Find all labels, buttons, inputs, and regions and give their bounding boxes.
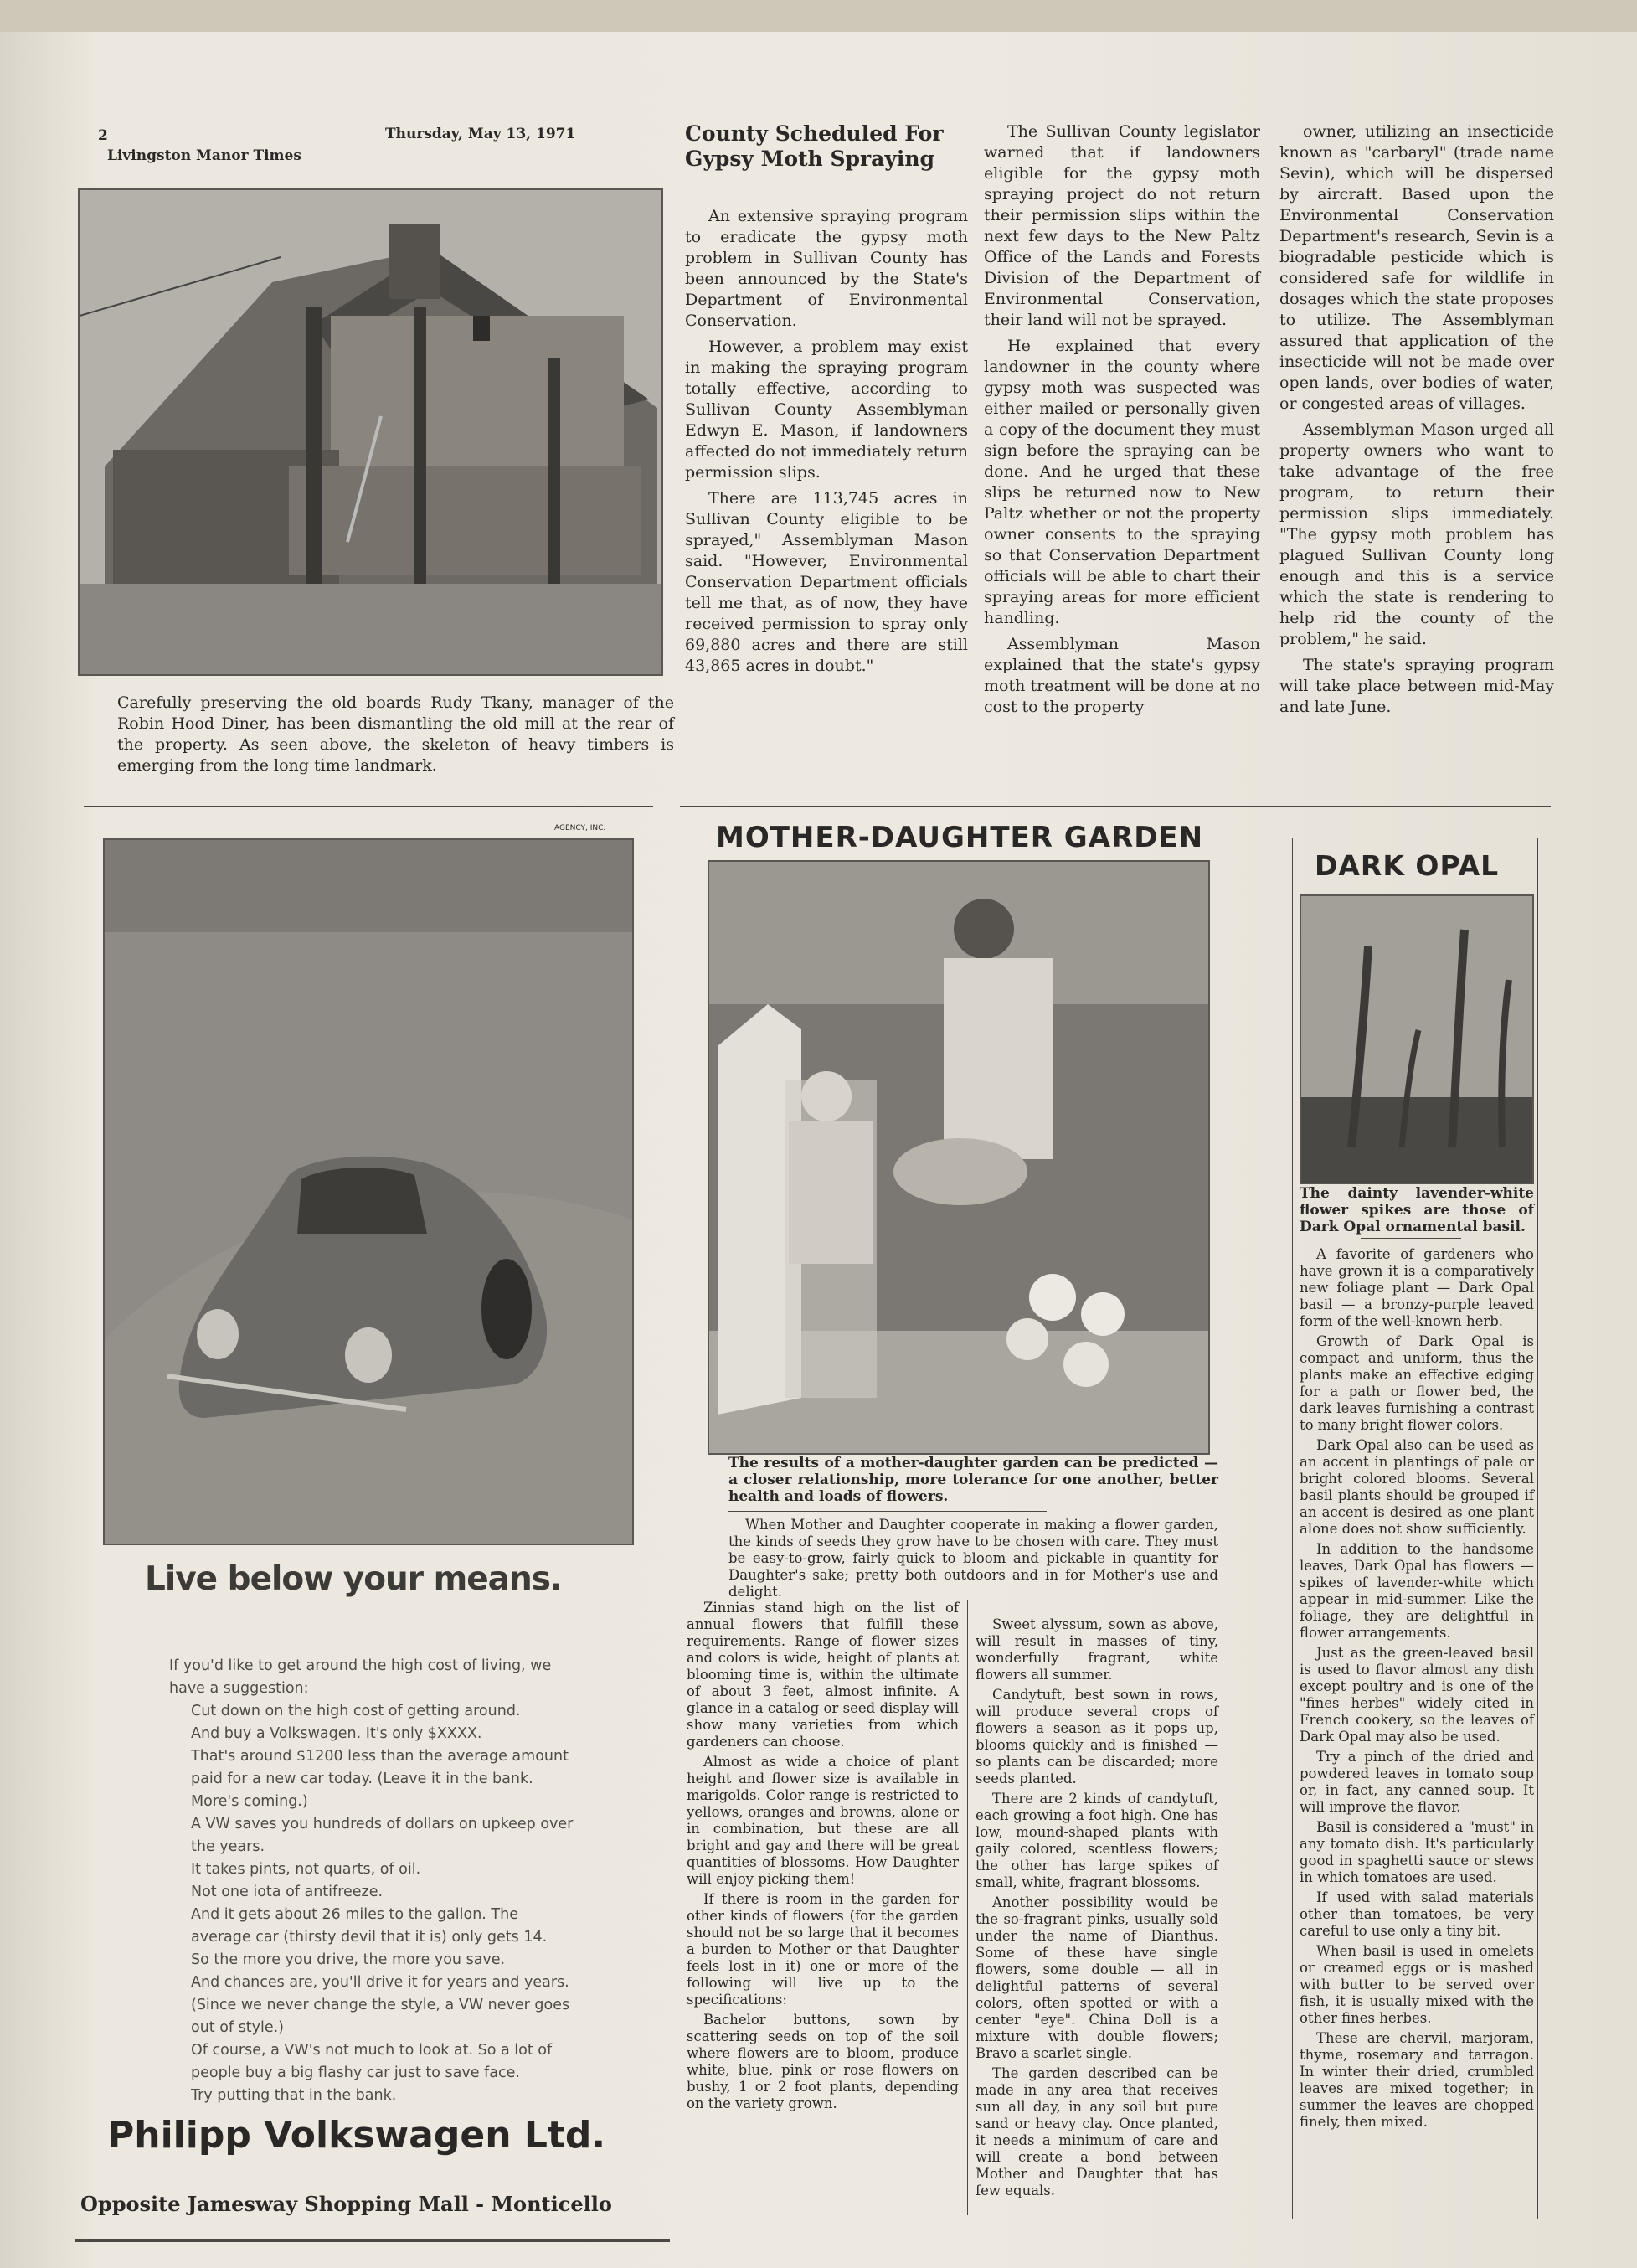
page-number: 2 bbox=[98, 127, 108, 144]
garden-left-para: Almost as wide a choice of plant height and flower size is available in marigolds. Color range is restricted to yellows, oranges and browns, alone or in combination, but these are all bright and gay and there will be great quantities of blossoms. How Daughter will enjoy picking them! bbox=[687, 1754, 959, 1887]
opal-para: These are chervil, marjoram, thyme, rosemary and tarragon. In winter their dried, crumbled leaves are mixed together; in summer the leaves are chopped finely, then mixed. bbox=[1300, 2030, 1534, 2130]
vw-copy-line: A VW saves you hundreds of dollars on upkeep over the years. bbox=[191, 1816, 574, 1855]
opal-caption-rule bbox=[1361, 1238, 1461, 1239]
mill-photo bbox=[78, 188, 663, 676]
gypsy-col2-para: He explained that every landowner in the county where gypsy moth was suspected was either mailed or personally given a copy of the document they must sign before the spraying can be done. And he urged that these slips be returned now to New Paltz whether or not the property owner consents to the spraying so that Conservation Department officials will be able to chart their spraying areas for more efficient handling. bbox=[984, 337, 1260, 627]
opal-para: Dark Opal also can be used as an accent in plantings of pale or bright colored blooms. Several basil plants should be grouped if an accent is desired as one plant alone does not show sufficiently. bbox=[1300, 1437, 1534, 1537]
garden-photo bbox=[708, 860, 1210, 1455]
mill-caption: Carefully preserving the old boards Rudy Tkany, manager of the Robin Hood Diner, has been dismantling the old mill at the rear of the property. As seen above, the skeleton of heavy timbers is emerging from the long time landmark. bbox=[117, 693, 674, 775]
vw-copy-line: And chances are, you'll drive it for years and years. (Since we never change the style, a VW never goes out of style.) bbox=[191, 1974, 570, 2036]
opal-headline: DARK OPAL bbox=[1315, 849, 1500, 882]
gypsy-col1-para: There are 113,745 acres in Sullivan County eligible to be sprayed," Assemblyman Mason said. "However, Environmental Conservation Department officials tell me that, as of now, they have received permission to spray only 69,880 acres and there are still 43,865 acres in doubt." bbox=[685, 489, 968, 675]
garden-intro-para: When Mother and Daughter cooperate in making a flower garden, the kinds of seeds they grow have to be chosen with care. They must be easy-to-grow, fairly quick to bloom and pickable in quantity for Daughter's sake; pretty both outdoors and in for Mother's use and delight. bbox=[728, 1517, 1218, 1600]
gypsy-col3-para: The state's spraying program will take place between mid-May and late June. bbox=[1279, 656, 1554, 716]
gypsy-col2 bbox=[984, 121, 1260, 723]
opal-rule-left bbox=[1292, 838, 1293, 2219]
garden-right-para: The garden described can be made in any area that receives sun all day, in any soil but pure sand or heavy clay. Once planted, it needs a minimum of care and will create a bond between Mother and Daughter that has few equals. bbox=[976, 2065, 1218, 2198]
garden-left-para: Zinnias stand high on the list of annual flowers that fulfill these requirements. Range of flower sizes and colors is wide, height of plants at blooming time is, within the ultimate of about 3 feet, almost infinite. A glance in a catalog or seed display will show many varieties from which gardeners can choose. bbox=[687, 1600, 959, 1750]
garden-rule bbox=[728, 1511, 1047, 1512]
vw-copy-line: Not one iota of antifreeze. bbox=[191, 1884, 384, 1900]
opal-para: If used with salad materials other than tomatoes, be very careful to use only a tiny bit. bbox=[1300, 1889, 1534, 1939]
vw-copy bbox=[169, 1655, 579, 2107]
opal-body bbox=[1300, 1246, 1534, 2134]
issue-date: Thursday, May 13, 1971 bbox=[385, 126, 576, 142]
vw-photo bbox=[103, 838, 634, 1545]
vw-headline: Live below your means. bbox=[145, 1560, 562, 1598]
gypsy-col2-para: Assemblyman Mason explained that the state's gypsy moth treatment will be done at no cost to the property bbox=[984, 635, 1260, 716]
garden-right-para: Another possibility would be the so-fragrant pinks, usually sold under the name of Dianthus. Some of these have single flowers, some double — all in delightful patterns of several colors, often spotted or with a center "eye". China Doll is a mixture with double flowers; Bravo a scarlet single. bbox=[976, 1894, 1218, 2061]
gypsy-col1-para: An extensive spraying program to eradicate the gypsy moth problem in Sullivan County has been announced by the State's Department of Environmental Conservation. bbox=[685, 207, 968, 330]
gypsy-col3-para: owner, utilizing an insecticide known as "carbaryl" (trade name Sevin), which will be dispersed by aircraft. Based upon the Environmental Conservation Department's research, Sevin is a biogradable pesticide which is considered safe for wildlife in dosages which the state proposes to utilize. The Assemblyman assured that application of the insecticide will not be made over open lands, over bodies of water, or congested areas of villages. bbox=[1279, 122, 1554, 413]
opal-para: A favorite of gardeners who have grown it is a comparatively new foliage plant — Dark Opal basil — a bronzy-purple leaved form of the well-known herb. bbox=[1300, 1246, 1534, 1329]
rule-left bbox=[84, 806, 653, 807]
garden-left-para: If there is room in the garden for other kinds of flowers (for the garden should not be so large that it becomes a burden to Mother or that Daughter feels lost in it) one or more of the following will live up to the specifications: bbox=[687, 1891, 959, 2008]
vw-copy-line: Cut down on the high cost of getting around. bbox=[191, 1703, 521, 1719]
garden-intro bbox=[728, 1517, 1218, 1604]
vw-copy-line: It takes pints, not quarts, of oil. bbox=[191, 1861, 421, 1878]
opal-para: Basil is considered a "must" in any tomato dish. It's particularly good in spaghetti sauce or stews in which tomatoes are used. bbox=[1300, 1819, 1534, 1885]
opal-caption: The dainty lavender-white flower spikes are those of Dark Opal ornamental basil. bbox=[1300, 1185, 1534, 1235]
vw-copy-line: And it gets about 26 miles to the gallon. The average car (thirsty devil that it is) only gets 14. bbox=[191, 1906, 548, 1946]
vw-dealer-name: Philipp Volkswagen Ltd. bbox=[107, 2114, 606, 2157]
gypsy-headline: County Scheduled For Gypsy Moth Spraying bbox=[685, 121, 944, 171]
garden-right-para: Candytuft, best sown in rows, will produce several crops of flowers a season as it pops up, blooms quickly and is finished — so plants can be discarded; more seeds planted. bbox=[976, 1687, 1218, 1786]
paper-name: Livingston Manor Times bbox=[107, 147, 301, 164]
binding-edge bbox=[0, 0, 1637, 32]
opal-photo bbox=[1300, 894, 1534, 1184]
vw-copy-line: If you'd like to get around the high cost of living, we have a suggestion: bbox=[169, 1657, 552, 1697]
vw-agency-credit: AGENCY, INC. bbox=[554, 824, 606, 832]
opal-para: In addition to the handsome leaves, Dark Opal has flowers — spikes of lavender-white which appear in mid-summer. Like the foliage, they are delightful in flower arrangements. bbox=[1300, 1541, 1534, 1641]
gypsy-col2-para: The Sullivan County legislator warned that if landowners eligible for the gypsy moth spraying project do not return their permission slips within the next few days to the New Paltz Office of the Lands and Forests Division of the Department of Environmental Conservation, their land will not be sprayed. bbox=[984, 122, 1260, 329]
vw-copy-line: Of course, a VW's not much to look at. So a lot of people buy a big flashy car just to save face. bbox=[191, 2042, 553, 2081]
vw-copy-line: And buy a Volkswagen. It's only $XXXX. bbox=[191, 1725, 482, 1742]
vw-copy-line: That's around $1200 less than the average amount paid for a new car today. (Leave it in the bank. More's coming.) bbox=[191, 1748, 569, 1810]
vw-dealer-location: Opposite Jamesway Shopping Mall - Monticello bbox=[80, 2192, 612, 2216]
garden-right-para: There are 2 kinds of candytuft, each growing a foot high. One has low, mound-shaped plants with gaily colored, scentless flowers; the other has large spikes of small, white, fragrant blossoms. bbox=[976, 1791, 1218, 1890]
opal-para: Try a pinch of the dried and powdered leaves in tomato soup or, in fact, any canned soup. It will improve the flavor. bbox=[1300, 1749, 1534, 1815]
opal-para: Just as the green-leaved basil is used to flavor almost any dish except poultry and is one of the "fines herbes" widely cited in French cookery, so the leaves of Dark Opal may also be used. bbox=[1300, 1645, 1534, 1745]
garden-left-para: Bachelor buttons, sown by scattering seeds on top of the soil where flowers are to bloom, produce white, blue, pink or rose flowers on bushy, 1 or 2 foot plants, depending on the variety grown. bbox=[687, 2012, 959, 2111]
garden-caption: The results of a mother-daughter garden can be predicted — a closer relationship, more tolerance for one another, better health and loads of flowers. bbox=[728, 1455, 1218, 1505]
garden-column-rule bbox=[967, 1600, 968, 2215]
opal-para: When basil is used in omelets or creamed eggs or is mashed with butter to be served over fish, it is usually mixed with the other fines herbes. bbox=[1300, 1943, 1534, 2026]
opal-para: Growth of Dark Opal is compact and uniform, thus the plants make an effective edging for a path or flower bed, the dark leaves furnishing a contrast to many bright flower colors. bbox=[1300, 1333, 1534, 1433]
opal-rule-right bbox=[1537, 838, 1538, 2219]
vw-copy-line: Try putting that in the bank. bbox=[191, 2087, 397, 2104]
garden-right-para: Sweet alyssum, sown as above, will result in masses of tiny, wonderfully fragrant, white flowers all summer. bbox=[976, 1616, 1218, 1683]
vw-copy-line: So the more you drive, the more you save. bbox=[191, 1951, 506, 1968]
gypsy-col3-para: Assemblyman Mason urged all property owners who want to take advantage of the free program, to return their permission slips immediately. "The gypsy moth problem has plagued Sullivan County long enough and this is a service which the state is rendering to help rid the county of the problem," he said. bbox=[1279, 420, 1554, 648]
gypsy-col1 bbox=[685, 206, 968, 682]
rule-right bbox=[680, 806, 1551, 807]
garden-col-right bbox=[976, 1616, 1218, 2203]
garden-col-left bbox=[687, 1600, 959, 2116]
garden-headline: MOTHER-DAUGHTER GARDEN bbox=[716, 821, 1204, 854]
rule-bottom bbox=[75, 2239, 670, 2242]
gypsy-col1-para: However, a problem may exist in making the spraying program totally effective, according to Sullivan County Assemblyman Edwyn E. Mason, if landowners affected do not immediately return permission slips. bbox=[685, 338, 968, 482]
gypsy-col3 bbox=[1279, 121, 1554, 723]
